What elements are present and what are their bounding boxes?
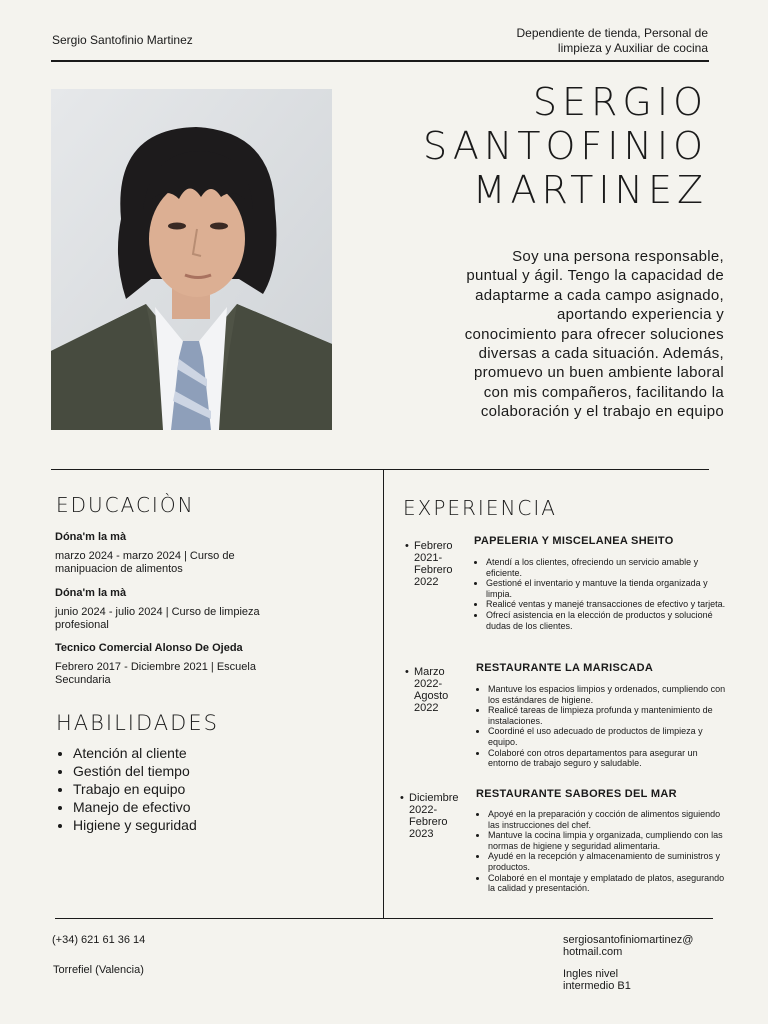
profile-line: promuevo un buen ambiente laboral [473, 364, 724, 382]
skill-item: • Gestión del tiempo [73, 762, 375, 780]
language-line: intermedio B1 [563, 980, 631, 992]
experience-tasks [476, 809, 728, 894]
profile-line: colaboración y el trabajo en equipo [480, 403, 724, 421]
full-name-line: MARTINEZ [472, 168, 708, 212]
date-line: Marzo [414, 666, 445, 678]
education-title: EDUCACIÒN [56, 493, 195, 517]
skills-title: HABILIDADES [56, 711, 219, 735]
header-role-line: limpieza y Auxiliar de cocina [557, 41, 708, 55]
task-item: • Apoyé en la preparación y cocción de alimentos siguiendo las instrucciones del chef. [488, 809, 728, 830]
education-item [55, 642, 375, 687]
skills-list [55, 744, 375, 834]
date-line: 2022 [414, 702, 439, 714]
header-divider [51, 60, 709, 62]
education-institution: Dóna'm la mà [55, 587, 127, 599]
date-line: 2021- [414, 552, 443, 564]
full-name-line: SANTOFINIO [423, 124, 708, 168]
section-divider [51, 469, 709, 470]
date-line: Febrero [409, 816, 448, 828]
full-name-title [330, 80, 708, 212]
task-item: • Colaboré en el montaje y emplatado de platos, asegurando la calidad y presentación. [488, 873, 728, 894]
date-line: Diciembre [409, 792, 459, 804]
profile-line: aportando experiencia y [556, 306, 724, 324]
header-role-line: Dependiente de tienda, Personal de [516, 26, 708, 40]
education-item [55, 531, 375, 576]
column-divider [383, 469, 384, 919]
date-line: 2023 [409, 828, 434, 840]
profile-line: conocimiento para ofrecer soluciones [464, 325, 724, 343]
experience-company: PAPELERIA Y MISCELANEA SHEITO [474, 535, 674, 547]
header-name: Sergio Santofinio Martinez [52, 33, 193, 47]
experience-company: RESTAURANTE SABORES DEL MAR [476, 788, 677, 800]
skill-item: • Manejo de efectivo [73, 798, 375, 816]
education-detail-line: Secundaria [55, 674, 111, 686]
email-address [563, 934, 693, 958]
task-item: • Realicé ventas y manejé transacciones de efectivo y tarjeta. [486, 599, 726, 610]
task-item: • Realicé tareas de limpieza profunda y mantenimiento de instalaciones. [488, 705, 728, 726]
date-line: Agosto [414, 690, 449, 702]
profile-summary [390, 247, 724, 422]
skill-item: • Trabajo en equipo [73, 780, 375, 798]
date-line: Febrero [414, 564, 453, 576]
header-role [440, 26, 708, 56]
education-institution: Dóna'm la mà [55, 531, 127, 543]
bullet-icon: • [400, 792, 404, 804]
task-item: • Coordiné el uso adecuado de productos de limpieza y equipo. [488, 726, 728, 747]
experience-date [405, 666, 466, 714]
date-line: 2022- [414, 678, 443, 690]
task-item: • Mantuve los espacios limpios y ordenados, cumpliendo con los estándares de higiene. [488, 684, 728, 705]
education-detail [55, 606, 375, 632]
experience-tasks [476, 684, 728, 769]
experience-date [400, 792, 469, 840]
experience-tasks [474, 557, 726, 631]
education-detail [55, 661, 375, 687]
education-detail [55, 550, 375, 576]
task-item: • Atendí a los clientes, ofreciendo un servicio amable y eficiente. [486, 557, 726, 578]
language-level [563, 968, 631, 992]
skill-item: • Higiene y seguridad [73, 816, 375, 834]
email-line: sergiosantofiniomartinez@ [563, 934, 694, 946]
education-detail-line: manipuacion de alimentos [55, 563, 183, 575]
bullet-icon: • [405, 666, 409, 678]
location: Torrefiel (Valencia) [53, 964, 144, 976]
experience-date [405, 540, 466, 588]
education-detail-line: marzo 2024 - marzo 2024 | Curso de [55, 550, 235, 562]
date-line: Febrero [414, 540, 453, 552]
education-institution: Tecnico Comercial Alonso De Ojeda [55, 642, 243, 654]
profile-line: diversas a cada situación. Además, [478, 345, 724, 363]
task-item: • Ofrecí asistencia en la elección de productos y solucioné dudas de los clientes. [486, 610, 726, 631]
task-item: • Colaboré con otros departamentos para asegurar un entorno de trabajo seguro y saludable. [488, 748, 728, 769]
task-item: • Ayudé en la recepción y almacenamiento de suministros y productos. [488, 851, 728, 872]
profile-line: con mis compañeros, facilitando la [483, 383, 724, 401]
experience-title: EXPERIENCIA [403, 496, 557, 520]
education-detail-line: Febrero 2017 - Diciembre 2021 | Escuela [55, 661, 256, 673]
email-line: hotmail.com [563, 946, 623, 958]
footer-divider [55, 918, 713, 919]
language-line: Ingles nivel [563, 968, 619, 980]
phone-number: (+34) 621 61 36 14 [52, 934, 146, 946]
full-name-line: SERGIO [532, 80, 708, 124]
experience-company: RESTAURANTE LA MARISCADA [476, 662, 654, 674]
date-line: 2022 [414, 576, 439, 588]
portrait-illustration [51, 89, 332, 430]
education-item [55, 587, 375, 632]
skill-item: • Atención al cliente [73, 744, 375, 762]
task-item: • Gestioné el inventario y mantuve la tienda organizada y limpia. [486, 578, 726, 599]
profile-line: adaptarme a cada campo asignado, [475, 286, 724, 304]
education-detail-line: profesional [55, 619, 109, 631]
profile-line: Soy una persona responsable, [512, 248, 724, 265]
education-detail-line: junio 2024 - julio 2024 | Curso de limpieza [55, 606, 260, 618]
profile-photo [51, 89, 332, 430]
date-line: 2022- [409, 804, 438, 816]
bullet-icon: • [405, 540, 409, 552]
task-item: • Mantuve la cocina limpia y organizada, cumpliendo con las normas de higiene y seguridad alimentaria. [488, 830, 728, 851]
profile-line: puntual y ágil. Tengo la capacidad de [466, 267, 724, 285]
